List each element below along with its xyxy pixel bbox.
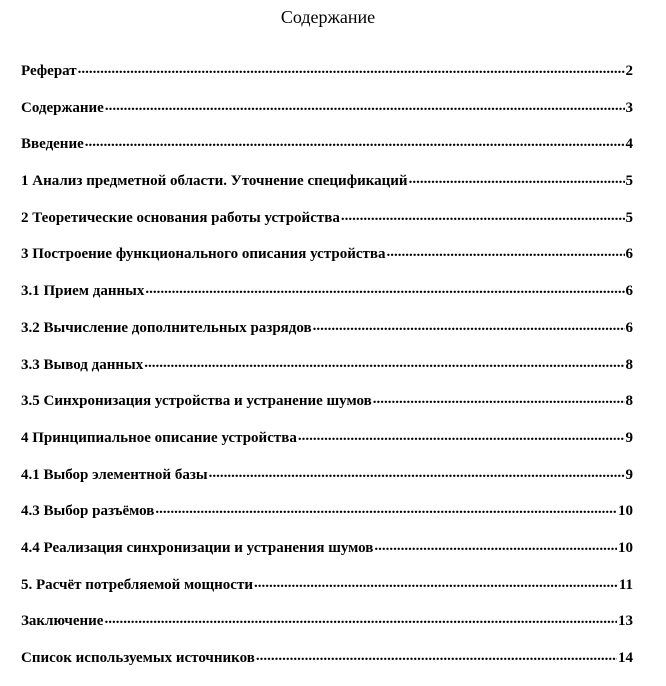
toc-entry[interactable] [21, 356, 633, 393]
toc-page-number: 4 [625, 136, 633, 153]
toc-dot-leader [409, 170, 625, 188]
toc-entry[interactable] [21, 539, 633, 576]
toc-page-number: 6 [625, 283, 633, 300]
toc-dot-leader [386, 243, 624, 261]
toc-entry-title: 3.2 Вычисление дополнительных разрядов [21, 319, 312, 336]
toc-dot-leader [78, 60, 625, 78]
toc-entry[interactable] [21, 62, 633, 99]
toc-dot-leader [144, 354, 624, 372]
toc-dot-leader [313, 317, 625, 335]
toc-dot-leader [256, 647, 617, 665]
toc-entry-title: 4 Принципиальное описание устройства [21, 429, 297, 446]
toc-entry[interactable] [21, 245, 633, 282]
toc-page-number: 14 [618, 650, 633, 666]
toc-entry-title: 3 Построение функционального описания устройства [21, 246, 386, 263]
toc-entry-title: Содержание [21, 99, 104, 116]
toc-page-number: 2 [625, 63, 633, 79]
toc-entry[interactable] [21, 392, 633, 429]
toc-dot-leader [373, 390, 625, 408]
toc-dot-leader [104, 610, 617, 628]
toc-dot-leader [298, 427, 625, 445]
toc-dot-leader [254, 574, 618, 592]
toc-dot-leader [85, 133, 625, 151]
toc-page-number: 6 [625, 246, 633, 263]
toc-entry[interactable] [21, 99, 633, 136]
table-of-contents [21, 62, 633, 686]
toc-entry[interactable] [21, 429, 633, 466]
toc-dot-leader [145, 280, 624, 298]
toc-entry-title: 3.5 Синхронизация устройства и устранение шумов [21, 393, 372, 410]
toc-dot-leader [341, 207, 625, 225]
toc-entry[interactable] [21, 649, 633, 686]
toc-entry-title: Введение [21, 136, 84, 153]
toc-entry[interactable] [21, 502, 633, 539]
toc-page-number: 5 [625, 173, 633, 190]
toc-entry[interactable] [21, 576, 633, 613]
toc-entry-title: 4.1 Выбор элементной базы [21, 466, 208, 483]
toc-page-number: 10 [618, 503, 633, 520]
toc-entry-title: 4.3 Выбор разъёмов [21, 503, 155, 520]
toc-entry[interactable] [21, 466, 633, 503]
toc-entry[interactable] [21, 135, 633, 172]
toc-dot-leader [105, 97, 625, 115]
toc-page-number: 6 [625, 319, 633, 336]
toc-entry[interactable] [21, 612, 633, 649]
toc-page-number: 5 [625, 209, 633, 226]
toc-page-number: 9 [625, 429, 633, 446]
toc-page-number: 8 [625, 393, 633, 410]
toc-dot-leader [374, 537, 617, 555]
toc-entry-title: Список используемых источников [21, 650, 255, 666]
toc-entry[interactable] [21, 282, 633, 319]
page-title: Содержание [280, 7, 376, 27]
toc-page-number: 9 [625, 466, 633, 483]
toc-entry[interactable] [21, 172, 633, 209]
toc-page-number: 3 [625, 99, 633, 116]
toc-entry-title: 1 Анализ предметной области. Уточнение спецификаций [21, 173, 408, 190]
toc-entry-title: 5. Расчёт потребляемой мощности [21, 576, 253, 593]
toc-entry-title: 3.1 Прием данных [21, 283, 145, 300]
toc-entry-title: 3.3 Вывод данных [21, 356, 144, 373]
toc-dot-leader [155, 500, 617, 518]
toc-page-number: 13 [618, 613, 633, 630]
toc-entry-title: 2 Теоретические основания работы устройства [21, 209, 340, 226]
toc-entry-title: Заключение [21, 613, 104, 630]
toc-entry-title: 4.4 Реализация синхронизации и устранения шумов [21, 539, 374, 556]
toc-page-number: 10 [618, 539, 633, 556]
toc-page-number: 8 [625, 356, 633, 373]
toc-page-number: 11 [618, 576, 633, 593]
toc-entry[interactable] [21, 209, 633, 246]
toc-dot-leader [209, 464, 625, 482]
toc-entry-title: Реферат [21, 63, 77, 79]
toc-entry[interactable] [21, 319, 633, 356]
